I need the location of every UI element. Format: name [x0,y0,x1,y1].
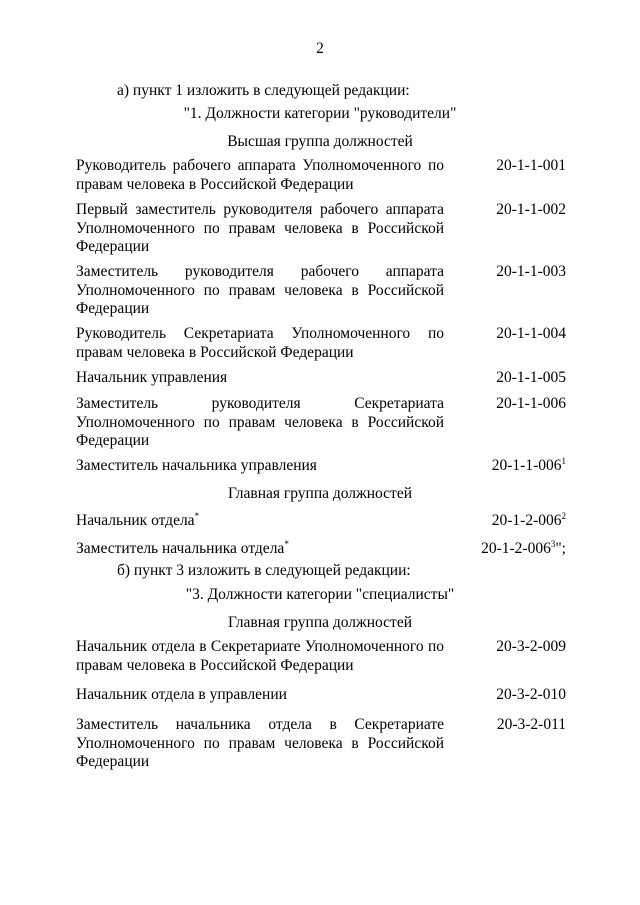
position-title: Первый заместитель руководителя рабочего аппарата Уполномоченного по правам человека в Российской Федерации [76,201,444,255]
title-superscript: * [194,511,200,521]
position-title: Начальник управления [76,369,228,386]
position-code: 20-1-1-003 [496,263,566,280]
position-code: 20-3-2-010 [496,686,566,703]
section1-group-main: Главная группа должностей [227,485,413,502]
position-code: $20-1-2-006^3$"; [481,539,566,557]
position-title: Заместитель начальника отдела в Секретариате Уполномоченного по правам человека в Российской Федерации [76,716,444,770]
section1-group-highest: Высшая группа должностей [227,133,413,150]
position-code: $20-1-2-006^2$ [491,511,566,529]
section1-heading: "1. Должности категории "руководители" [183,105,457,122]
position-title: Заместитель начальника управления [76,457,317,474]
position-code: 20-3-2-011 [496,716,566,733]
intro-b: б) пункт 3 изложить в следующей редакции: [117,562,411,579]
page-number: 2 [316,40,324,57]
section3-group-main: Главная группа должностей [227,614,413,631]
code-superscript: 2 [561,511,566,521]
position-code: 20-1-1-006 [496,395,566,412]
code-superscript: 3 [550,539,556,549]
position-code: 20-1-1-005 [496,369,566,386]
position-title: Заместитель руководителя Секретариата Уполномоченного по правам человека в Российской Федерации [76,395,444,449]
section3-heading: "3. Должности категории "специалисты" [185,586,455,603]
position-title: Заместитель руководителя рабочего аппарата Уполномоченного по правам человека в Российской Федерации [76,263,444,317]
intro-a: а) пункт 1 изложить в следующей редакции: [117,82,410,99]
position-title: Руководитель рабочего аппарата Уполномоченного по правам человека в Российской Федерации [76,157,444,193]
position-code: 20-3-2-009 [496,638,566,655]
position-code: 20-1-1-002 [496,201,566,218]
position-title: Начальник отдела в Секретариате Уполномоченного по правам человека в Российской Федерации [76,638,444,674]
title-superscript: * [284,539,289,549]
position-code: 20-1-1-004 [496,325,566,342]
position-code: 20-1-1-001 [496,157,566,174]
code-superscript: 1 [561,456,566,466]
position-title: Начальник отдела в управлении [76,686,287,703]
position-title: Руководитель Секретариата Уполномоченного по правам человека в Российской Федерации [76,325,444,361]
position-title: Заместитель начальника отдела* [76,539,289,557]
position-title: Начальник отдела* [76,511,200,529]
position-code: $20-1-1-006^1$ [491,456,566,474]
